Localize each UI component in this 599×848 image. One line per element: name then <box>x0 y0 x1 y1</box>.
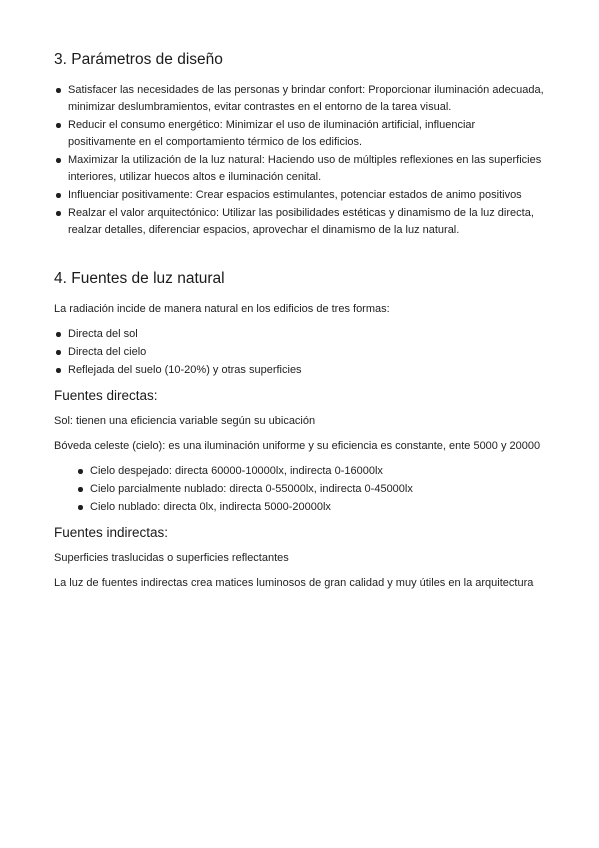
list-item: Satisfacer las necesidades de las personas y brindar confort: Proporcionar iluminación adecuada, minimizar deslumbramientos, evitar contrastes en el entorno de la tarea visual. <box>54 82 544 116</box>
surfaces-paragraph: Superficies traslucidas o superficies reflectantes <box>54 552 289 564</box>
radiation-forms-list <box>54 326 544 379</box>
design-parameters-list <box>54 82 544 239</box>
section-4-intro: La radiación incide de manera natural en los edificios de tres formas: <box>54 303 390 315</box>
direct-sources-heading: Fuentes directas: <box>54 388 158 403</box>
section-spacer <box>54 247 544 269</box>
sky-paragraph: Bóveda celeste (cielo): es una iluminación uniforme y su eficiencia es constante, ente 5000 y 20000 <box>54 440 541 452</box>
list-item: Influenciar positivamente: Crear espacios estimulantes, potenciar estados de animo positivos <box>54 187 544 204</box>
section-3-heading: 3. Parámetros de diseño <box>54 51 223 68</box>
list-item: Cielo parcialmente nublado: directa 0-55000lx, indirecta 0-45000lx <box>76 481 544 498</box>
section-4-heading: 4. Fuentes de luz natural <box>54 270 225 287</box>
indirect-sources-heading: Fuentes indirectas: <box>54 525 169 540</box>
document-page <box>54 50 544 600</box>
list-item: Cielo despejado: directa 60000-10000lx, indirecta 0-16000lx <box>76 463 544 480</box>
list-item: Directa del sol <box>54 326 544 343</box>
list-item: Realzar el valor arquitectónico: Utilizar las posibilidades estéticas y dinamismo de la luz directa, realzar detalles, diferenciar espacios, aprovechar el dinamismo de la luz natural. <box>54 205 544 239</box>
sky-conditions-list <box>76 463 544 516</box>
sun-paragraph: Sol: tienen una eficiencia variable según su ubicación <box>54 415 316 427</box>
list-item: Reducir el consumo energético: Minimizar el uso de iluminación artificial, influenciar positivamente en el comportamiento térmico de los edificios. <box>54 117 544 151</box>
list-item: Directa del cielo <box>54 344 544 361</box>
indirect-light-paragraph: La luz de fuentes indirectas crea matices luminosos de gran calidad y muy útiles en la arquitectura <box>54 577 534 589</box>
list-item: Maximizar la utilización de la luz natural: Haciendo uso de múltiples reflexiones en las superficies interiores, utilizar huecos altos e iluminación cenital. <box>54 152 544 186</box>
list-item: Reflejada del suelo (10-20%) y otras superficies <box>54 362 544 379</box>
list-item: Cielo nublado: directa 0lx, indirecta 5000-20000lx <box>76 499 544 516</box>
